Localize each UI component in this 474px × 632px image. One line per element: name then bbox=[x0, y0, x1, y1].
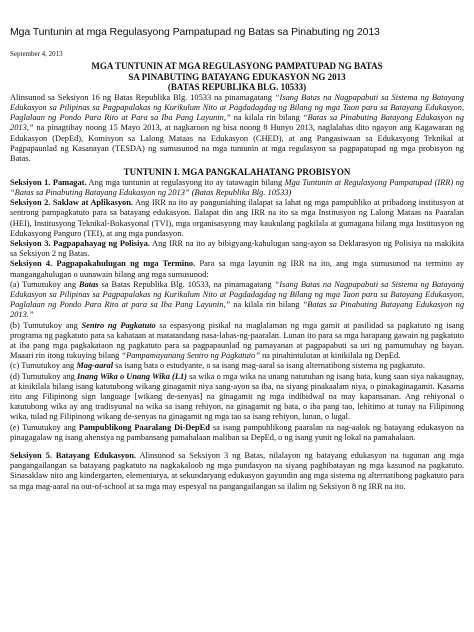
intro-paragraph: Alinsunod sa Seksiyon 16 ng Batas Republika Blg. 10533 na pinamagatang “Isang Batas na Nagpapabuti sa Sistema ng Batayang Edukasyon sa Pilipinas sa Pagpapalakas ng Kurikulum Nito at Pagdadagdag ng Bilang ng mga Taon para sa Batayang Edukasyon, Paglalaan ng Pondo Para Rito at Para sa Iba Pang Layunin,” na kilala rin bilang “Batas sa Pinabuting Batayang Edukasyon ng 2013,” na pinagtibay noong 15 Mayo 2013, at nagkaroon ng bisa noong 8 Hunyo 2013, naglalabas dito ngayon ang Kagawaran ng Edukasyon (DepEd), Komisyon sa Lalong Mataas na Edukasyon (CHED), at ang Pangasiwaan sa Edukasyong Teknikal at Pagpapaunlad ng Kasanayan (TESDA) ng sumusunod na mga tuntunin at mga regulasyon sa pagpapatupad ng mga probisyon ng Batas. bbox=[10, 92, 464, 163]
document-header: Mga Tuntunin at mga Regulasyong Pampatupad ng Batas sa Pinabuting ng 2013 bbox=[10, 26, 380, 38]
document-date: September 4, 2013 bbox=[10, 50, 63, 58]
section-5: Seksiyon 5. Batayang Edukasyon. Alinsunod sa Seksiyon 3 ng Batas, nilalayon ng batayang edukasyon na tugunan ang mga pangangailangan sa batayang pagkatuto na nagkakaloob ng mga pundasyon na siyang pagbibatayan ng mga kasunod na pagkatuto. Sinasaklaw nito ang kindergarten, elementarya, at sekundaryang edukasyon gayundin ang mga sistema ng alternatibong pagkatuto para sa mga mag-aaral na out-of-school at sa mga may espesyal na pangangailangan sa ilalim ng Seksiyon 8 ng IRR na ito. bbox=[10, 451, 464, 491]
section-3: Seksiyon 3. Pagpapahayag ng Polisiya. Ang IRR na ito ay bibigyang-kahulugan sang-ayon sa Deklarasyon ng Polisiya na makikita sa Seksiyon 2 ng Batas. bbox=[10, 239, 464, 259]
paragraph-gap bbox=[10, 443, 464, 451]
title-line-1: MGA TUNTUNIN AT MGA REGULASYONG PAMPATUPAD NG BATAS bbox=[91, 61, 383, 71]
document-title bbox=[10, 61, 464, 93]
definition-c: (c) Tumutukoy ang Mag-aaral sa isang bata o estudyante, o sa isang mag-aaral sa isang alternatibong sistema ng pagkatuto. bbox=[10, 361, 425, 371]
definition-d: (d) Tumutukoy ang Inang Wika o Unang Wika (L1) sa wika o mga wika na unang natutuhan ng isang bata, kung saan siya nakaugnay, at kinikilala bilang isang katutubong wikang ginagamit niya sang-ayon sa iba, na siyang pinakaalam niya, o pinakaginagamit. Kasama rito ang Filipinong sign language [wikang de-senyas] na ginagamit ng mga indibidwal na may kapansanan. Ang rehiyonal o katutubong wika ay ang tradisyunal na wika sa isang rehiyon, na ginagamit ng bata, o iba pang tao, lehitimo at tunay na Filipinong wika, tulad ng Filipinong wikang de-senyas na ginagamit ng mga tao sa isang rehiyon, lunan, o lugal. bbox=[10, 371, 464, 422]
section-1: Seksiyon 1. Pamagat. Ang mga tuntunin at regulasyong ito ay tatawagin bilang Mga Tuntunin at Regulasyong Pampatupad (IRR) ng “Batas sa Pinabuting Batayang Edukasyon ng 2013” (Batas Republika Blg. 10533) bbox=[10, 177, 464, 197]
title-line-2: SA PINABUTING BATAYANG EDUKASYON NG 2013 bbox=[128, 71, 346, 82]
document-body bbox=[10, 61, 464, 492]
section-2: Seksiyon 2. Saklaw at Aplikasyon. Ang IRR na ito ay panguniahing ilalapat sa lahat ng mga pampubliko at pribadong institusyon at sentrong pampagkatuto para sa batayang edukasyon. Ilalapat din ang IRR na ito sa mga Institusyon ng Lalong Mataas na Paaralan (HEI), Institusyong Teknikal-Bokasyonal (TVI), mga organisasyong may kaukulang pagkilala at gumagana bilang mga Institusyon ng Edukasyong Panguro (TEI), at ang mga pundasyon. bbox=[10, 198, 464, 238]
section-heading: TUNTUNIN I. MGA PANGKALAHATANG PROBISYON bbox=[123, 167, 351, 178]
definition-e: (e) Tumutukoy ang Pampublikong Paaralang Di-DepEd sa isang pampublikong paaralan na nag-aalok ng batayang edukasyon na pinagagalaw ng isang ahensiya ng pambansang pamahalaan maliban sa DepEd, o ng isang yunit ng lokal na pamahalaan. bbox=[10, 422, 465, 442]
title-line-3: (BATAS REPUBLIKA BLG. 10533) bbox=[167, 82, 307, 93]
definition-a: (a) Tumutukoy ang Batas sa Batas Republika Blg. 10533, na pinamagatang “Isang Batas na Nagpapabuti sa Sistema ng Batayang Edukasyon sa Pilipinas sa Pagpapalakas ng Kurikulum Nito at Pagdadagdag ng Bilang ng mga Taon para sa Batayang Edukasyon, Paglalaan ng Pondo Para Rito at para sa Iba Pang Layunin,” na kilala rin bilang “Batas sa Pinabuting Batayang Edukasyon ng 2013.” bbox=[10, 279, 465, 320]
definition-b: (b) Tumutukoy ang Sentro ng Pagkatuto sa espasyong pisikal na maglalaman ng mga gamit at pasilidad sa pagkatuto ng isang programa ng pagkatuto para sa kabataan at matatandang nasa-labas-ng-paaralan. Lunan ito para sa mga harapang gawain ng pagkatuto at iba pang mga pagkakataon ng pagkatuto para sa pagpapaunlad ng pamayanan at pagpapabuti sa uri ng pamumuhay ng bayan. Maaari rin itong tukuying bilang “Pampamayanang Sentro ng Pagkatuto” na pinahintulutan at kinikilala ng DepEd. bbox=[10, 320, 464, 361]
section-4: Seksiyon 4. Pagpapakahulugan ng mga Termino. Para sa mga layunin ng IRR na ito, ang mga sumusunod na termino ay mangangahulugan o uunawain bilang ang mga sumusunod: bbox=[10, 259, 464, 279]
